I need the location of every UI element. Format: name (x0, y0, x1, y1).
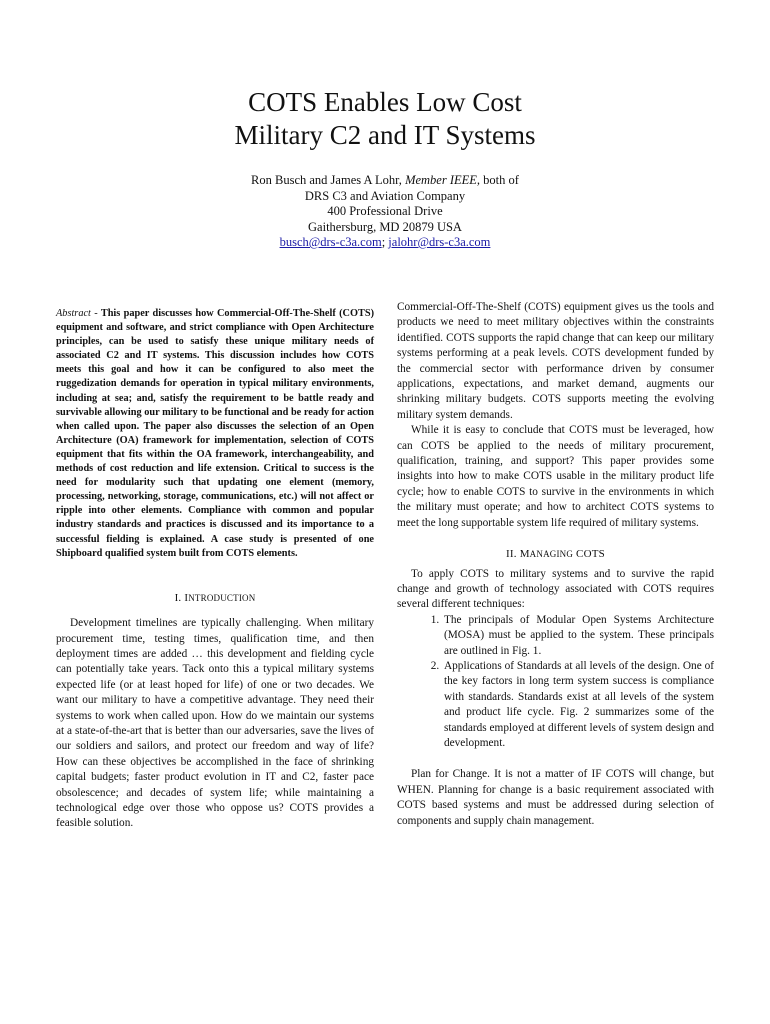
title-line-1: COTS Enables Low Cost (248, 87, 522, 117)
section-numeral: II. (506, 548, 517, 561)
paper-title (0, 86, 770, 152)
email-separator: ; (381, 235, 386, 249)
section-heading-smallcaps: ANAGING (529, 549, 574, 560)
abstract (56, 307, 374, 561)
section-heading-initial: M (519, 548, 530, 561)
author-block (0, 173, 770, 251)
author-names (0, 173, 770, 189)
cots-paragraph-1: Commercial-Off-The-Shelf (COTS) equipment gives us the tools and products we need to meet military objectives within the constraints identified. COTS supports the rapid change that can keep our military systems performing at a peak levels. COTS development funded by the commercial sector with performance driven by consumer applications, expectations, and market demand, augments our shrinking military budgets. COTS supports meeting the evolving military system demands. (397, 301, 714, 421)
author-names-text: Ron Busch and James A Lohr, (251, 173, 402, 187)
email-link-lohr[interactable]: jalohr@drs-c3a.com (388, 235, 491, 249)
author-city: Gaithersburg, MD 20879 USA (308, 219, 462, 234)
techniques-list (397, 613, 714, 752)
section-numeral: I. (174, 591, 182, 604)
plan-for-change-paragraph: Plan for Change. It is not a matter of IF COTS will change, but WHEN. Planning for change is a basic requirement associated with COTS based systems and must be addressed during selection of components and supply chain management. (397, 768, 714, 827)
list-item: 1. The principals of Modular Open Systems Architecture (MOSA) must be applied to the system. These principals are outlined in Fig. 1. (442, 613, 714, 659)
introduction-paragraph: Development timelines are typically challenging. When military procurement time, testing times, qualification time, and then deployment times are added … this development and fielding cycle can potentially take years. Tack onto this a typical military systems expected life (or at least hoped for life) of one or two decades. We want our military to have a competitive advantage. They need their systems to work when called upon. How do we maintain our systems at a state-of-the-art that is better than our adversaries, save the lives of our soldiers and sailors, and protect our freedom and way of life? How can these objectives be accomplished in the face of shrinking capital budgets; faster product evolution in IT and C2, faster pace obsolescence; and decades of system life; while maintaining a technological edge over those who oppose us? COTS provides a feasible solution. (56, 617, 374, 830)
title-line-2: Military C2 and IT Systems (234, 120, 536, 150)
author-role: Member IEEE, (405, 173, 481, 187)
abstract-text: This paper discusses how Commercial-Off-The-Shelf (COTS) equipment and software, and strict compliance with Open Architecture principles, can be used to satisfy these unique military needs of associated C2 and IT systems. This discussion includes how COTS meets this goal and how it can be configured to also meet the ruggedization demands for operation in typical military environments, including at sea; and, satisfy the requirement to be battle ready and survivable allowing our military to be functional and be ready for action when called upon. The paper also discusses the selection of an Open Architecture (OA) framework for implementation, selection of COTS equipment that fits within the OA framework, interchangeability, and methods of cost reduction and life extension. Critical to success is the need for modularity such that updating one element (memory, processing, networking, storage, communications, etc.) will not affect or ripple into other elements. Compliance with common and popular industry standards and practices is discussed and its importance to a successful fielding is explained. A case study is presented of one Shipboard qualified system built from COTS elements. (56, 308, 374, 559)
section-heading-tail: COTS (576, 548, 605, 561)
section-heading-smallcaps: NTRODUCTION (188, 592, 256, 603)
author-names-suffix: both of (483, 173, 519, 187)
author-affiliation: DRS C3 and Aviation Company (304, 188, 466, 203)
abstract-label: Abstract - (56, 308, 98, 319)
right-column (397, 300, 714, 829)
author-emails (0, 235, 770, 251)
author-street: 400 Professional Drive (327, 204, 443, 218)
list-item: 2. Applications of Standards at all levels of the design. One of the key factors in long term system success is compliance with standards. Standards exist at all levels of the system and product life cycle. Fig. 2 summarizes some of the standards employed at different levels of system design and development. (442, 659, 714, 751)
cots-paragraph-2: While it is easy to conclude that COTS must be leveraged, how can COTS be applied to the needs of military procurement, qualification, training, and support? This paper provides some insights into how to make COTS usable in the military product life cycle; how to enable COTS to survive in the environments in which the military must operate; and how to architect COTS systems to meet the long supportable system life required of military systems. (397, 424, 714, 529)
section-heading-introduction (56, 591, 374, 606)
managing-paragraph-1: To apply COTS to military systems and to survive the rapid change and growth of technology associated with COTS requires several different techniques: (397, 567, 714, 611)
email-link-busch[interactable]: busch@drs-c3a.com (279, 235, 382, 249)
section-heading-initial: I (184, 591, 189, 604)
section-heading-managing-cots (397, 547, 714, 562)
left-column (56, 307, 374, 832)
